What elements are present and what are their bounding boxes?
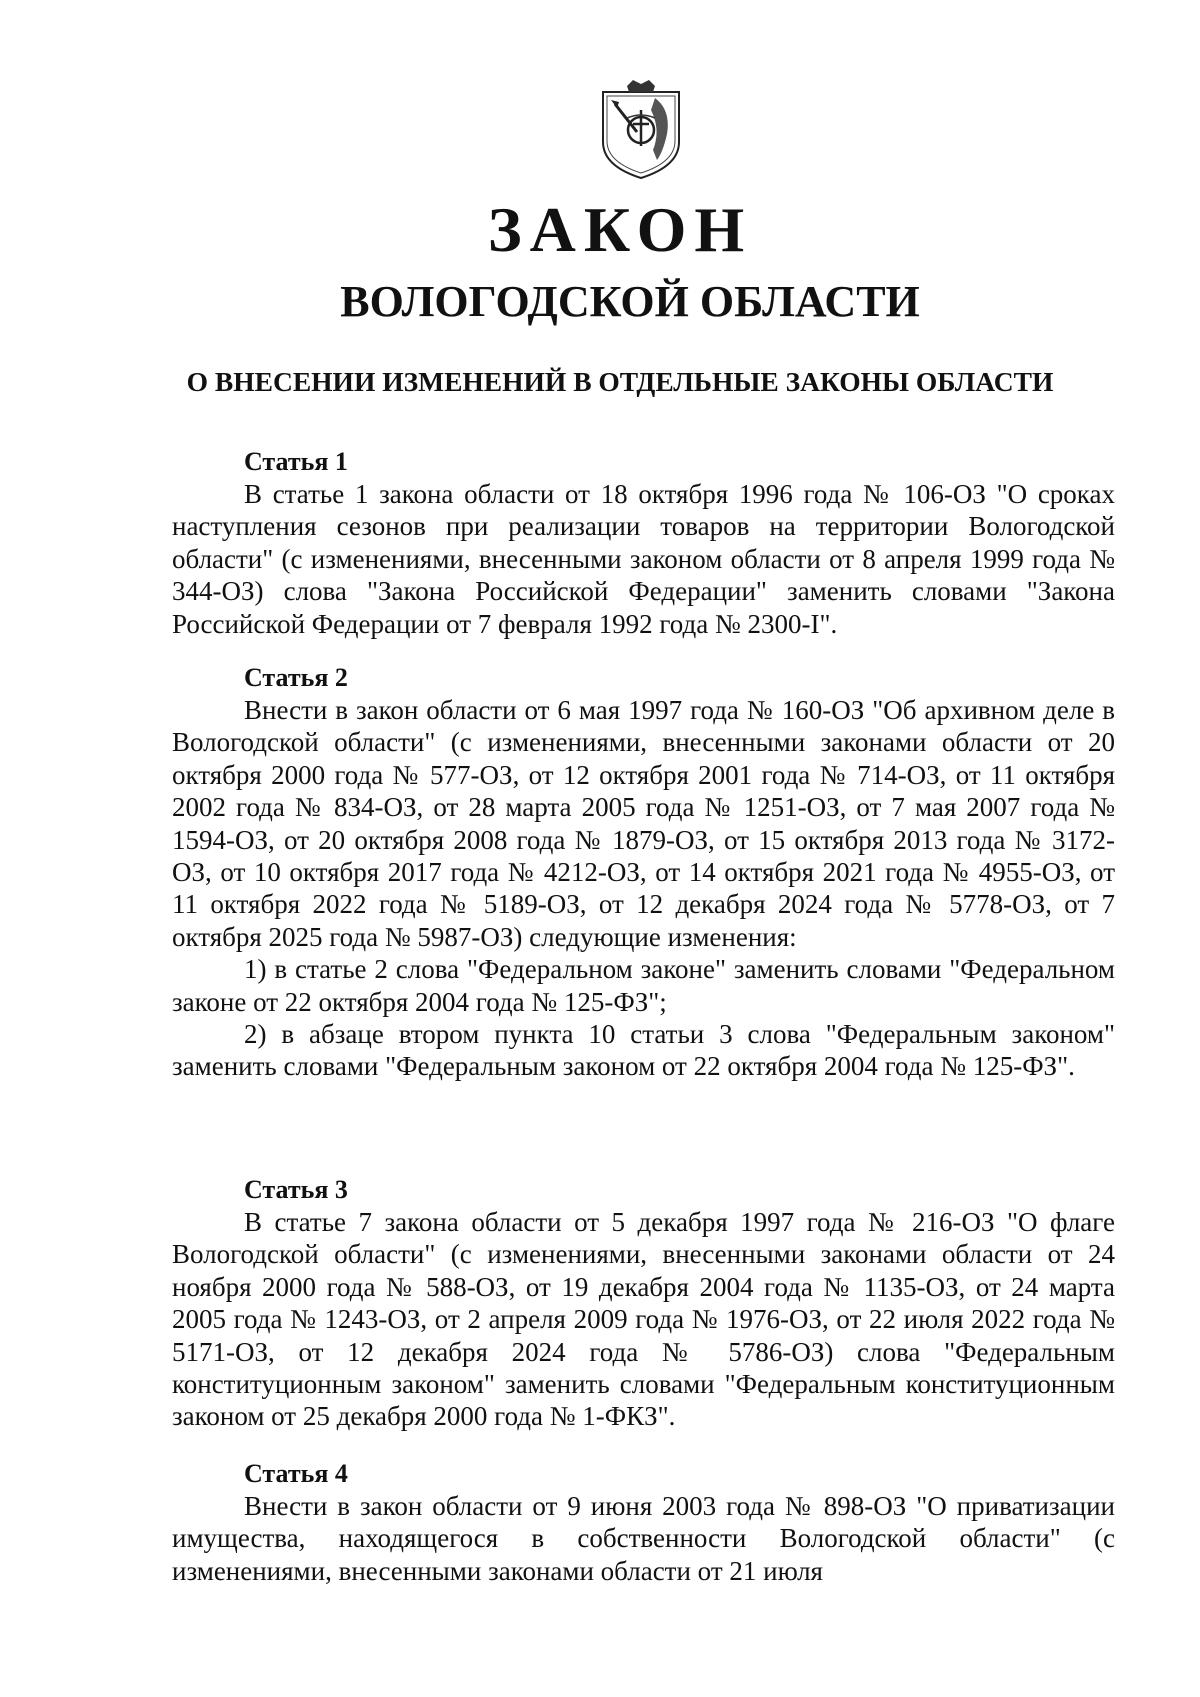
article-paragraph: Внести в закон области от 9 июня 2003 года № 898-ОЗ "О приватизации имущества, находящегося в собственности Вологодской области" (с изменениями, внесенными законами области от 21 июля — [172, 1491, 1115, 1586]
article-paragraph: В статье 1 закона области от 18 октября 1996 года № 106-ОЗ "О сроках наступления сезонов при реализации товаров на территории Вологодской области" (с изменениями, внесенными законом области от 8 апреля 1999 года № 344-ОЗ) слова "Закона Российской Федерации" заменить словами "Закона Российской Федерации от 7 февраля 1992 года № 2300-I". — [172, 479, 1115, 639]
article-heading: Статья 1 — [244, 447, 348, 476]
law-subject: О ВНЕСЕНИИ ИЗМЕНЕНИЙ В ОТДЕЛЬНЫЕ ЗАКОНЫ ОБЛАСТИ — [186, 366, 1054, 397]
article-paragraph: 2) в абзаце втором пункта 10 статьи 3 слова "Федеральным законом" заменить словами "Федеральным законом от 22 октября 2004 года № 125-ФЗ". — [172, 1019, 1115, 1082]
article-paragraph: Внести в закон области от 6 мая 1997 года № 160-ОЗ "Об архивном деле в Вологодской области" (с изменениями, внесенными законами области от 20 октября 2000 года № 577-ОЗ, от 12 октября 2001 года № 714-ОЗ, от 11 октября 2002 года № 834-ОЗ, от 28 марта 2005 года № 1251-ОЗ, от 7 мая 2007 года № 1594-ОЗ, от 20 октября 2008 года № 1879-ОЗ, от 15 октября 2013 года № 3172-ОЗ, от 10 октября 2017 года № 4212-ОЗ, от 14 октября 2021 года № 4955-ОЗ, от 11 октября 2022 года № 5189-ОЗ, от 12 декабря 2024 года № 5778-ОЗ, от 7 октября 2025 года № 5987-ОЗ) следующие изменения: — [172, 695, 1115, 952]
article-2 — [172, 662, 1115, 1083]
article-paragraph: В статье 7 закона области от 5 декабря 1997 года № 216-ОЗ "О флаге Вологодской области" (с изменениями, внесенными законами области от 24 ноября 2000 года № 588-ОЗ, от 19 декабря 2004 года № 1135-ОЗ, от 24 марта 2005 года № 1243-ОЗ, от 2 апреля 2009 года № 1976-ОЗ, от 22 июля 2022 года № 5171-ОЗ, от 12 декабря 2024 года № 5786-ОЗ) слова "Федеральным конституционным законом" заменить словами "Федеральным конституционным законом от 25 декабря 2000 года № 1-ФКЗ". — [172, 1207, 1115, 1432]
article-3 — [172, 1174, 1115, 1433]
article-4 — [172, 1458, 1115, 1587]
article-heading: Статья 2 — [244, 663, 348, 692]
region-title: ВОЛОГОДСКОЙ ОБЛАСТИ — [340, 277, 920, 326]
coat-of-arms-icon — [597, 80, 685, 180]
article-heading: Статья 4 — [244, 1459, 348, 1488]
article-heading: Статья 3 — [244, 1175, 348, 1204]
document-title: ЗАКОН — [487, 194, 753, 265]
article-paragraph: 1) в статье 2 слова "Федеральном законе" заменить словами "Федеральном законе от 22 октября 2004 года № 125-ФЗ"; — [172, 954, 1115, 1017]
article-1 — [172, 446, 1115, 640]
